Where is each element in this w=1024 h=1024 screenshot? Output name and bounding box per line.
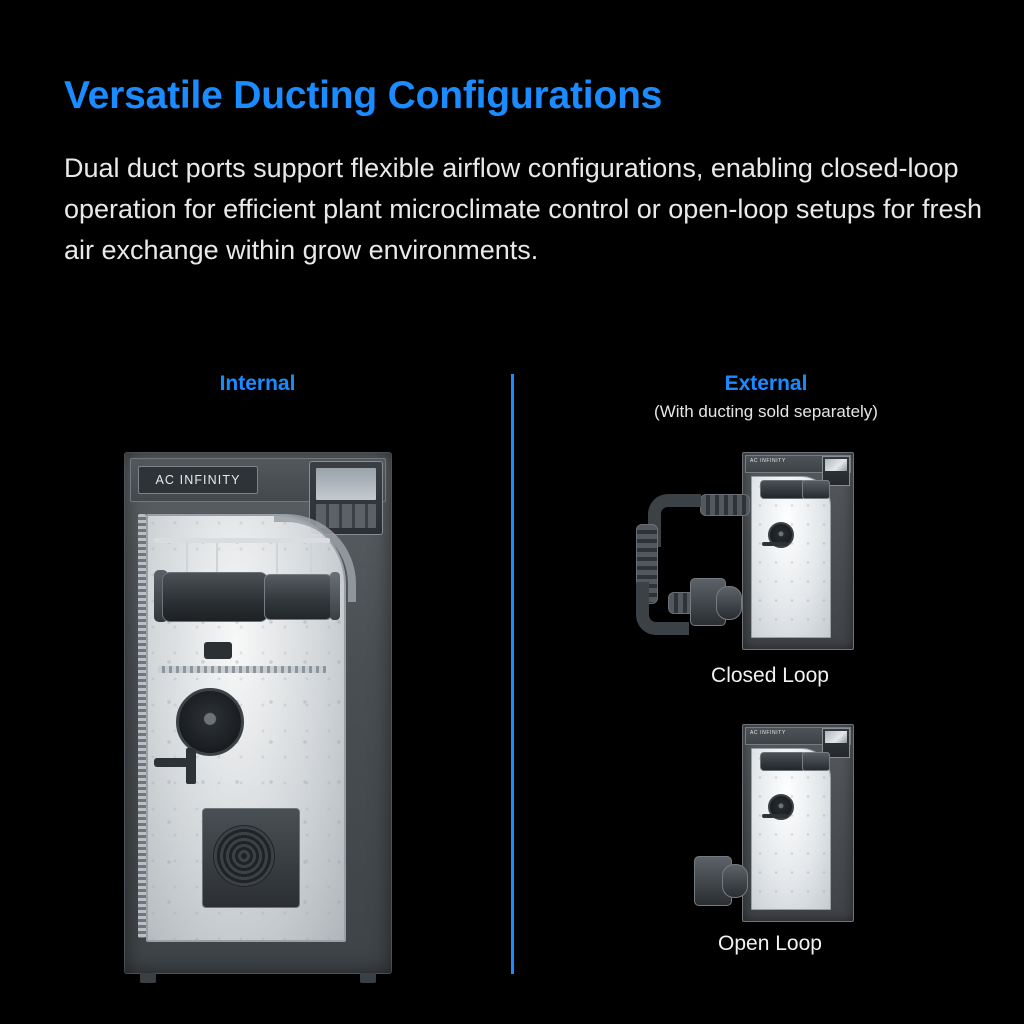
hanger-strap: [310, 543, 312, 575]
hanger-strap: [216, 543, 218, 573]
controller-screen: [316, 468, 376, 500]
sensor-probe-box: [204, 642, 232, 659]
clip-fan-arm: [762, 542, 788, 546]
tent-shelf: [158, 666, 326, 673]
inline-duct-fan: [802, 480, 830, 499]
tent-viewing-window: [751, 748, 831, 910]
inline-duct-fan: [264, 574, 332, 620]
duct-port-flange: [722, 864, 748, 898]
clip-fan-arm: [762, 814, 788, 818]
tent-viewing-window: [751, 476, 831, 638]
carbon-filter: [162, 572, 268, 622]
internal-grow-tent-illustration: [124, 452, 392, 974]
column-divider: [511, 374, 514, 974]
page-description: Dual duct ports support flexible airflow configurations, enabling closed-loop operation for efficient plant microclimate control or open-loop setups for fresh air exchange within grow environments.: [64, 153, 982, 265]
window-texture: [752, 477, 830, 637]
brand-label: AC INFINITY: [138, 466, 258, 494]
clip-fan-arm: [154, 758, 196, 767]
window-texture: [752, 749, 830, 909]
brand-label: AC INFINITY: [750, 730, 786, 736]
hanger-strap: [186, 543, 188, 573]
tent-foot: [360, 973, 376, 983]
tent-zipper: [138, 514, 146, 938]
controller-screen: [825, 731, 847, 743]
internal-column-label: Internal: [219, 372, 296, 395]
external-column-note: (With ducting sold separately): [654, 402, 878, 421]
inline-duct-fan: [802, 752, 830, 771]
tent-foot: [140, 973, 156, 983]
open-loop-tent-illustration: [742, 724, 854, 922]
external-column-label: External: [724, 372, 808, 395]
page-title: Versatile Ducting Configurations: [64, 74, 663, 117]
closed-loop-tent-illustration: [742, 452, 854, 650]
open-loop-caption: Open Loop: [718, 932, 822, 955]
hanging-bar: [154, 538, 330, 543]
controller-screen: [825, 459, 847, 471]
hanger-strap: [276, 543, 278, 575]
brand-label: AC INFINITY: [750, 458, 786, 464]
carbon-filter: [760, 752, 806, 771]
duct-flange: [330, 572, 340, 620]
clip-fan: [176, 688, 244, 756]
duct-port-flange: [716, 586, 742, 620]
dehumidifier-unit: [202, 808, 300, 908]
carbon-filter: [760, 480, 806, 499]
closed-loop-caption: Closed Loop: [711, 664, 829, 687]
duct-hose-top: [700, 494, 750, 516]
dehumidifier-grill: [213, 825, 275, 887]
